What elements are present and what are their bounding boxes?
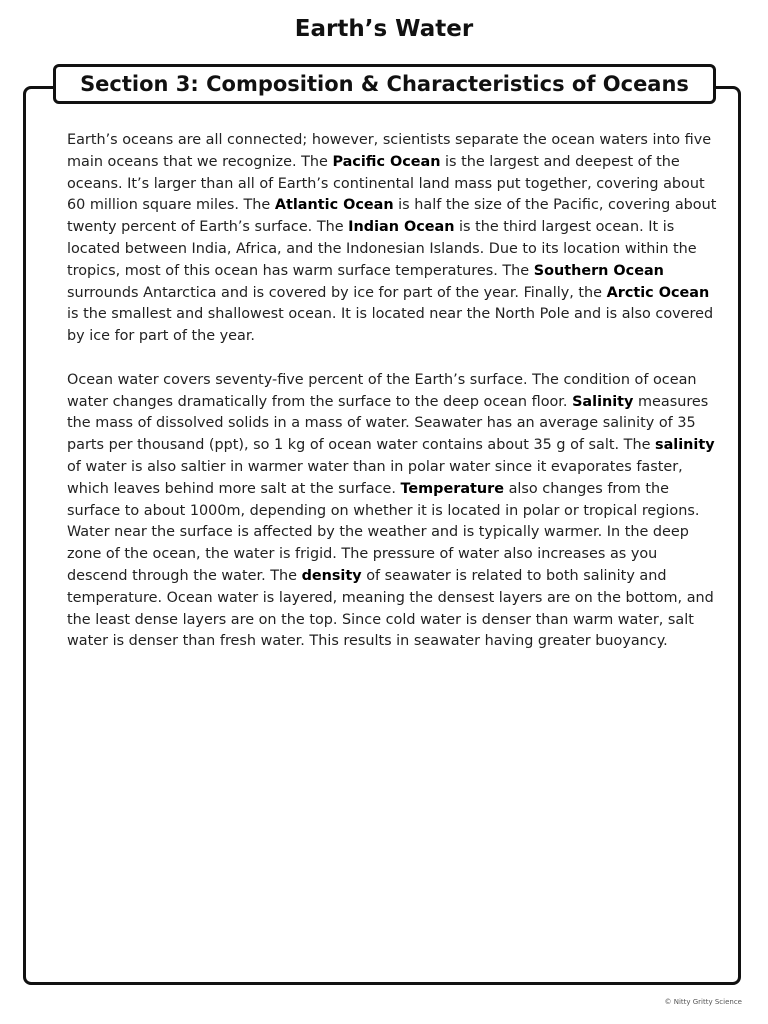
paragraph-text: is the third largest ocean. It is located between India, Africa, and the Indonesian Islands. Due to its location within the tropics, most of this ocean has warm surface temperatures. The [67, 219, 697, 279]
paragraph-text: of seawater is related to both salinity and temperature. Ocean water is layered, meaning the densest layers are on the bottom, and the least dense layers are on the top. Since cold water is denser than warm water, salt water is denser than fresh water. This results in seawater having greater buoyancy. [67, 567, 714, 650]
paragraph-text: Earth’s oceans are all connected; however, scientists separate the ocean waters into five main oceans that we recognize. The [67, 132, 712, 170]
page-title: Earth’s Water [294, 16, 474, 42]
body-text [67, 130, 719, 675]
paragraph-text: of water is also saltier in warmer water than in polar water since it evaporates faster, which leaves behind more salt at the surface. [67, 458, 683, 497]
paragraph-oceans [67, 130, 719, 348]
paragraph-text: is the largest and deepest of the oceans. It’s larger than all of Earth’s continental land mass put together, covering about 60 million square miles. The [67, 153, 705, 214]
paragraph-text: measures the mass of dissolved solids in a mass of water. Seawater has an average salinity of 35 parts per thousand (ppt), so 1 kg of ocean water contains about 35 g of salt. The [67, 393, 709, 454]
copyright-notice: © Nitty Gritty Science [664, 998, 742, 1006]
paragraph-text: surrounds Antarctica and is covered by ice for part of the year. Finally, the [67, 284, 607, 301]
paragraph-text: Ocean water covers seventy-five percent of the Earth’s surface. The condition of ocean water changes dramatically from the surface to the deep ocean floor. [67, 371, 697, 410]
key-term: salinity [655, 437, 715, 454]
key-term: Atlantic Ocean [274, 197, 394, 214]
section-title: Section 3: Composition & Characteristics of Oceans [80, 72, 689, 96]
section-header [53, 64, 716, 104]
paragraph-text: is the smallest and shallowest ocean. It is located near the North Pole and is also covered by ice for part of the year. [67, 306, 714, 345]
paragraph-ocean-water [67, 370, 719, 653]
key-term: Arctic Ocean [606, 284, 710, 301]
key-term: Salinity [572, 393, 634, 410]
key-term: density [301, 567, 362, 584]
key-term: Pacific Ocean [332, 153, 441, 170]
key-term: Temperature [400, 480, 505, 497]
paragraph-text: also changes from the surface to about 1000m, depending on whether it is located in polar or tropical regions. Water near the surface is affected by the weather and is typically warmer. In the deep zone of the ocean, the water is frigid. The pressure of water also increases as you descend through the water. The [67, 480, 700, 584]
key-term: Indian Ocean [348, 219, 455, 236]
key-term: Southern Ocean [533, 262, 664, 279]
paragraph-text: is half the size of the Pacific, covering about twenty percent of Earth’s surface. The [67, 197, 717, 236]
